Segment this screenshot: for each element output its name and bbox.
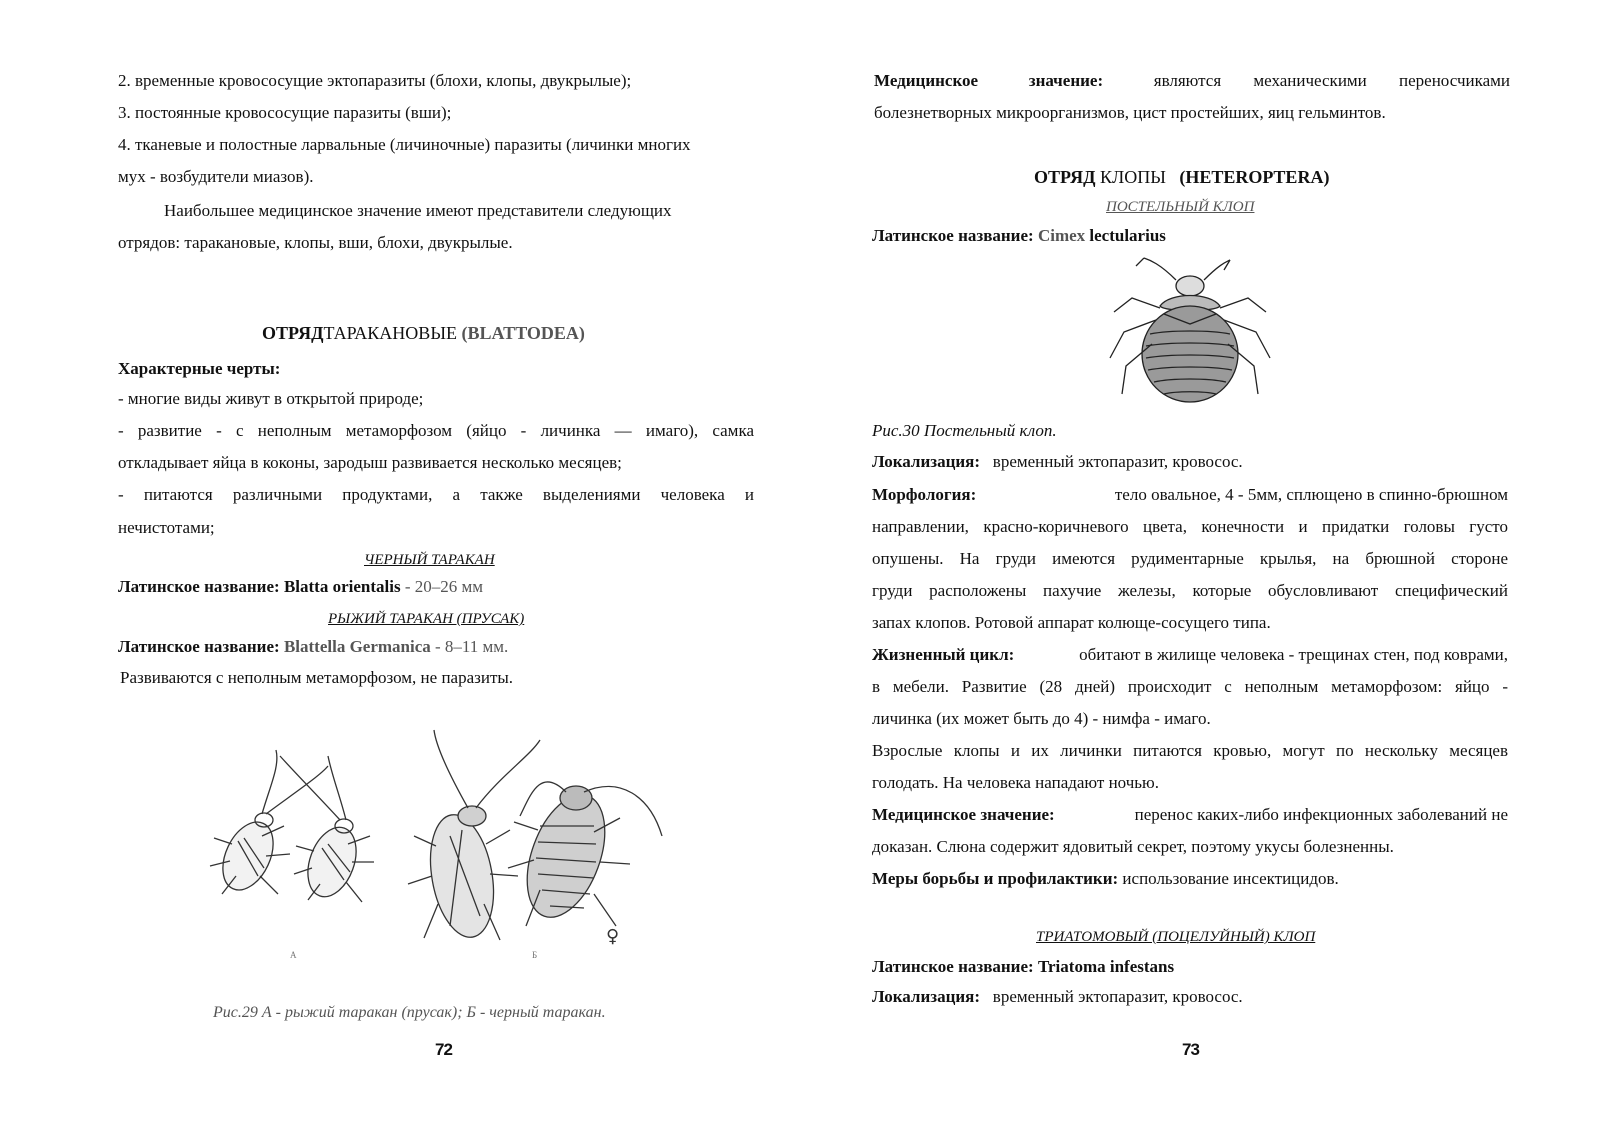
morph-line: запах клопов. Ротовой аппарат колюще-сосущего типа. (872, 613, 1271, 632)
medical-line-2: доказан. Слюна содержит ядовитый секрет, поэтому укусы болезненны. (872, 837, 1394, 856)
figure-label-b: Б (532, 950, 538, 960)
adult-line: голодать. На человека нападают ночью. (872, 773, 1159, 792)
text-line: мух - возбудители миазов). (118, 167, 314, 186)
size-text: - 8–11 мм. (435, 637, 509, 656)
loc-text: временный эктопаразит, кровосос. (992, 452, 1243, 471)
features-label: Характерные черты: (118, 359, 281, 378)
page-number: 72 (435, 1040, 452, 1059)
bedbug-latin (872, 225, 1166, 247)
feature-line: - многие виды живут в открытой природе; (118, 389, 424, 408)
loc-text: временный эктопаразит, кровосос. (992, 987, 1243, 1006)
bedbug-caption: Рис.30 Постельный клоп. (872, 421, 1057, 440)
text-line: 3. постоянные кровососущие паразиты (вши); (118, 103, 452, 122)
triatoma-title: ТРИАТОМОВЫЙ (ПОЦЕЛУЙНЫЙ) КЛОП (1036, 929, 1316, 945)
female-symbol: ♀ (606, 926, 620, 947)
triatoma-localization (872, 986, 1243, 1008)
morph-line: направлении, красно-коричневого цвета, конечности и придатки головы густо (872, 517, 1508, 536)
order-heading (1034, 166, 1329, 188)
feature-line: откладывает яйца в коконы, зародыш развивается несколько месяцев; (118, 453, 622, 472)
bedbug-title: ПОСТЕЛЬНЫЙ КЛОП (1106, 199, 1255, 215)
red-cockroach-title: РЫЖИЙ ТАРАКАН (ПРУСАК) (328, 611, 525, 627)
latin-name-2: lectularius (1089, 226, 1166, 245)
text-line: 4. тканевые и полостные ларвальные (личиночные) паразиты (личинки многих (118, 135, 691, 154)
size-text: - 20–26 мм (404, 577, 484, 596)
med-label: Медицинское значение: (872, 805, 1055, 824)
black-cockroach-title: ЧЕРНЫЙ ТАРАКАН (364, 552, 495, 568)
med-label: Медицинское (874, 71, 979, 90)
latin-name: Blattella Germanica (283, 637, 431, 656)
develop-text: Развиваются с неполным метаморфозом, не паразиты. (120, 668, 514, 687)
bedbug-figure (1100, 254, 1280, 414)
latin-name: Blatta orientalis (283, 577, 401, 596)
feature-line: - развитие - с неполным метаморфозом (яйцо - личинка — имаго), самка (118, 421, 754, 440)
right-page (800, 0, 1600, 1135)
feature-line: - питаются различными продуктами, а также выделениями человека и (118, 485, 754, 504)
medical-line (872, 804, 1508, 826)
med-text: являются механическими переносчиками (1153, 71, 1510, 90)
med-label-2: значение: (1028, 71, 1104, 90)
morph-line: груди расположены пахучие железы, которые обусловливают специфический (872, 581, 1508, 600)
order-heading (262, 322, 585, 344)
med-text: перенос каких-либо инфекционных заболеваний не (1134, 805, 1508, 824)
order-name: ТАРАКАНОВЫЕ (323, 323, 458, 343)
life-label: Жизненный цикл: (872, 645, 1015, 664)
triatoma-latin (872, 956, 1174, 978)
localization-line (872, 451, 1243, 473)
life-cycle-line (872, 644, 1508, 666)
page-number: 73 (1182, 1040, 1199, 1059)
figure-label-a: А (290, 950, 297, 960)
life-line: в мебели. Развитие (28 дней) происходит с неполным метаморфозом: яйцо - (872, 677, 1508, 696)
black-cockroach-latin (118, 576, 483, 598)
order-word: ОТРЯД (1034, 167, 1096, 187)
figure-caption: Рис.29 А - рыжий таракан (прусак); Б - черный таракан. (213, 1004, 606, 1021)
text-line: Наибольшее медицинское значение имеют представители следующих (164, 201, 672, 220)
morph-text: тело овальное, 4 - 5мм, сплющено в спинно-брюшном (1114, 485, 1508, 504)
text-line: 2. временные кровососущие эктопаразиты (блохи, клопы, двукрылые); (118, 71, 632, 90)
latin-label: Латинское название: (872, 957, 1034, 976)
latin-label: Латинское название: (118, 577, 280, 596)
med-line (874, 70, 1510, 92)
cockroach-figure (200, 726, 680, 976)
latin-label: Латинское название: (872, 226, 1034, 245)
adult-line: Взрослые клопы и их личинки питаются кровью, могут по нескольку месяцев (872, 741, 1508, 760)
order-word: ОТРЯД (262, 323, 324, 343)
life-line: личинка (их может быть до 4) - нимфа - имаго. (872, 709, 1211, 728)
control-line (872, 868, 1339, 890)
latin-name-1: Cimex (1037, 226, 1086, 245)
control-label: Меры борьбы и профилактики: (872, 869, 1119, 888)
morphology-line (872, 484, 1508, 506)
order-name: КЛОПЫ (1100, 167, 1166, 187)
life-text: обитают в жилище человека - трещинах стен, под коврами, (1079, 645, 1508, 664)
red-cockroach-latin (118, 636, 508, 658)
feature-line: нечистотами; (118, 518, 215, 537)
latin-name: Triatoma infestans (1037, 957, 1175, 976)
order-latin: (BLATTODEA) (461, 323, 585, 343)
morph-line: опушены. На груди имеются рудиментарные крылья, на брюшной стороне (872, 549, 1508, 568)
loc-label: Локализация: (872, 987, 981, 1006)
text-line: отрядов: таракановые, клопы, вши, блохи, двукрылые. (118, 233, 513, 252)
med-line-2: болезнетворных микроорганизмов, цист простейших, яиц гельминтов. (874, 103, 1386, 122)
morph-label: Морфология: (872, 485, 977, 504)
control-text: использование инсектицидов. (1122, 869, 1339, 888)
order-latin: (HETEROPTERA) (1179, 167, 1330, 187)
latin-label: Латинское название: (118, 637, 280, 656)
loc-label: Локализация: (872, 452, 981, 471)
